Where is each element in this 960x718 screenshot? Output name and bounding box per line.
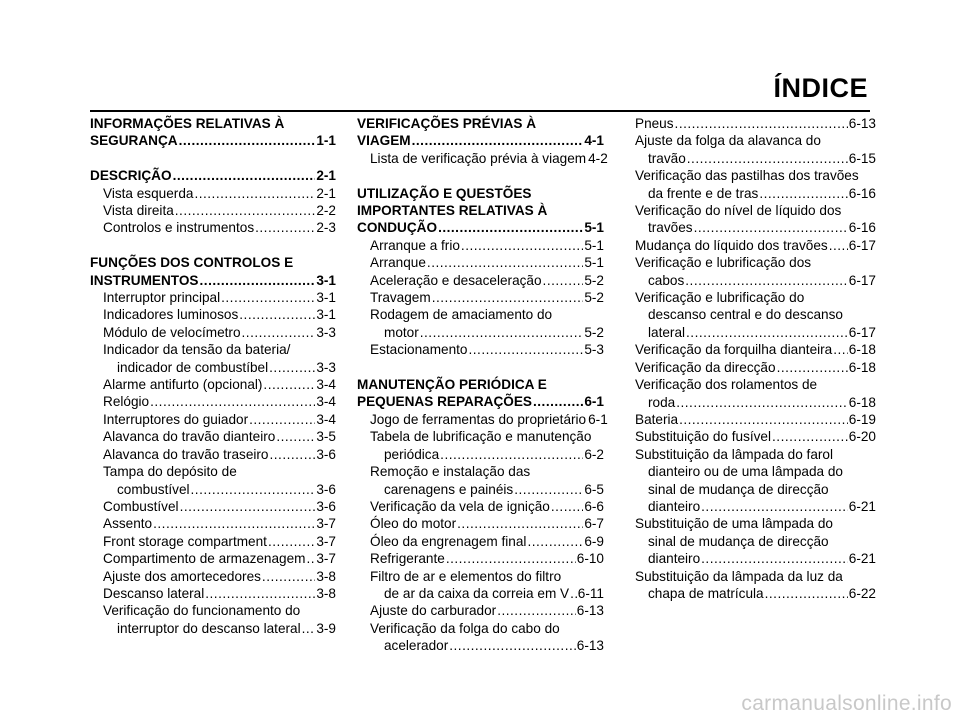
toc-page-number: 6-5 — [584, 481, 604, 497]
toc-entry-title: Bateria — [635, 411, 679, 427]
toc-entry[interactable] — [357, 446, 604, 463]
toc-page-number: 3-1 — [316, 307, 336, 323]
toc-entry-line[interactable]: sinal de mudança de direcção — [648, 481, 829, 497]
toc-entry[interactable] — [90, 306, 336, 323]
dot-leader — [440, 446, 583, 463]
toc-entry-line[interactable]: Filtro de ar e elementos do filtro — [370, 568, 562, 584]
toc-entry[interactable] — [635, 237, 876, 254]
toc-entry-title: Mudança do líquido dos travões — [635, 237, 828, 253]
toc-page-number: 1-1 — [316, 133, 336, 149]
toc-entry[interactable] — [635, 498, 876, 515]
toc-page-number: 6-18 — [848, 342, 876, 358]
toc-page-number: 6-6 — [584, 498, 604, 514]
toc-entry-line[interactable]: descanso central e do descanso — [648, 307, 843, 323]
toc-section-entry[interactable] — [357, 132, 604, 149]
toc-entry-line[interactable]: Remoção e instalação das — [370, 464, 531, 480]
toc-entry-line[interactable]: Indicador da tensão da bateria/ — [103, 342, 291, 358]
toc-entry[interactable] — [357, 237, 604, 254]
toc-entry[interactable] — [357, 324, 604, 341]
toc-entry[interactable] — [635, 115, 876, 132]
toc-entry-title: travões — [648, 220, 693, 236]
dot-leader — [701, 498, 848, 515]
toc-entry-line[interactable]: sinal de mudança de direcção — [648, 533, 829, 549]
toc-entry[interactable] — [90, 620, 336, 637]
dot-leader — [533, 393, 583, 410]
toc-page-number: 3-6 — [316, 498, 336, 514]
dot-leader — [255, 219, 315, 236]
dot-leader — [497, 602, 576, 619]
toc-entry-title: Combustível — [103, 498, 179, 514]
toc-page-number: 3-7 — [316, 516, 336, 532]
dot-leader — [527, 533, 583, 550]
dot-leader — [179, 132, 316, 149]
dot-leader — [150, 393, 315, 410]
toc-section-entry[interactable] — [357, 219, 604, 236]
toc-entry[interactable] — [635, 272, 876, 289]
toc-entry-title: Vista esquerda — [103, 185, 194, 201]
toc-entry-title: Verificação da vela de ignição — [370, 498, 550, 514]
toc-entry[interactable] — [635, 550, 876, 567]
toc-page-number: 6-13 — [576, 603, 604, 619]
toc-page-number: 5-2 — [584, 290, 604, 306]
toc-entry[interactable] — [90, 550, 336, 567]
dot-leader — [269, 446, 315, 463]
toc-page-number: 5-1 — [584, 255, 604, 271]
toc-page-number: 5-2 — [584, 324, 604, 340]
dot-leader — [833, 341, 848, 358]
toc-page-number: 6-11 — [577, 585, 604, 601]
toc-entry[interactable] — [357, 550, 604, 567]
toc-page-number: 4-2 — [588, 150, 608, 166]
toc-page-number: 6-7 — [584, 516, 604, 532]
toc-entry-title: Interruptores do guiador — [103, 411, 249, 427]
toc-entry[interactable] — [90, 219, 336, 236]
dot-leader — [701, 550, 848, 567]
toc-entry-line[interactable]: Tampa do depósito de — [103, 464, 237, 480]
toc-entry-title: Pneus — [635, 116, 674, 131]
toc-entry[interactable] — [635, 150, 876, 167]
toc-entry-title: Assento — [103, 516, 153, 532]
dot-leader — [765, 585, 848, 602]
toc-section-entry[interactable] — [90, 167, 336, 184]
toc-section-title: VIAGEM — [357, 133, 411, 149]
toc-page-number: 6-22 — [848, 585, 876, 601]
toc-page-number: 3-4 — [316, 411, 336, 427]
toc-entry-title: cabos — [648, 272, 685, 288]
toc-entry[interactable] — [90, 481, 336, 498]
toc-entry[interactable] — [90, 185, 336, 202]
toc-page-number: 3-3 — [316, 324, 336, 340]
toc-entry-title: Arranque — [370, 255, 426, 271]
dot-leader — [173, 167, 316, 184]
toc-entry[interactable] — [90, 428, 336, 445]
dot-leader — [675, 115, 848, 132]
toc-entry-line[interactable]: Verificação do nível de líquido dos — [635, 203, 842, 219]
toc-entry-title: Ajuste dos amortecedores — [103, 568, 261, 584]
dot-leader — [570, 585, 577, 602]
toc-entry[interactable] — [90, 498, 336, 515]
toc-entry-title: Verificação da direcção — [635, 359, 776, 375]
toc-page-number: 6-20 — [848, 429, 876, 445]
dot-leader — [153, 515, 315, 532]
toc-entry[interactable] — [90, 515, 336, 532]
toc-page-number: 3-3 — [316, 359, 336, 375]
toc-entry[interactable] — [357, 515, 604, 532]
dot-leader — [427, 254, 583, 271]
dot-leader — [307, 550, 316, 567]
dot-leader — [194, 185, 315, 202]
toc-page-number: 4-1 — [584, 133, 604, 149]
dot-leader — [262, 568, 315, 585]
toc-entry-line[interactable]: Substituição da lâmpada do farol — [635, 446, 833, 462]
dot-leader — [268, 533, 315, 550]
toc-column-2 — [357, 115, 608, 655]
toc-entry[interactable] — [357, 637, 604, 654]
toc-section-heading: MANUTENÇÃO PERIÓDICA E — [357, 377, 547, 393]
toc-section-heading: VERIFICAÇÕES PRÉVIAS À — [357, 116, 537, 131]
toc-entry-line[interactable]: Verificação dos rolamentos de — [635, 377, 818, 393]
toc-column-1 — [90, 115, 336, 637]
toc-entry-title: Indicadores luminosos — [103, 307, 239, 323]
title-rule — [90, 110, 870, 112]
dot-leader — [829, 237, 848, 254]
toc-page-number: 2-3 — [316, 220, 336, 236]
toc-section-heading: FUNÇÕES DOS CONTROLOS E — [90, 255, 294, 271]
toc-section-entry[interactable] — [90, 272, 336, 289]
toc-entry-line[interactable]: Ajuste da folga da alavanca do — [635, 133, 821, 149]
toc-entry[interactable] — [90, 411, 336, 428]
toc-entry-line[interactable]: Tabela de lubrificação e manutenção — [370, 429, 592, 445]
toc-page-number: 3-6 — [316, 481, 336, 497]
toc-entry[interactable] — [90, 568, 336, 585]
toc-entry-title: Refrigerante — [370, 551, 445, 567]
toc-entry[interactable] — [90, 289, 336, 306]
page-title: ÍNDICE — [773, 73, 868, 103]
dot-leader — [676, 394, 848, 411]
toc-page-number: 3-7 — [316, 533, 336, 549]
toc-page-number: 6-15 — [848, 150, 876, 166]
toc-entry-title: Óleo da engrenagem final — [370, 533, 527, 549]
toc-entry-title: Óleo do motor — [370, 516, 457, 532]
toc-section-title: CONDUÇÃO — [357, 220, 438, 236]
toc-page-number: 2-1 — [316, 185, 336, 201]
toc-entry-title: lateral — [648, 324, 686, 340]
toc-entry[interactable] — [357, 602, 604, 619]
toc-entry[interactable] — [635, 585, 876, 602]
toc-page-number: 6-16 — [848, 185, 876, 201]
dot-leader — [239, 306, 315, 323]
toc-page-number: 5-2 — [584, 272, 604, 288]
dot-leader — [438, 219, 583, 236]
toc-entry[interactable] — [635, 341, 876, 358]
toc-entry-title: Arranque a frio — [370, 237, 460, 253]
dot-leader — [551, 498, 583, 515]
toc-page-number: 6-21 — [848, 551, 876, 567]
toc-page-number: 6-10 — [576, 551, 604, 567]
toc-page-number: 3-5 — [316, 429, 336, 445]
toc-entry[interactable] — [90, 585, 336, 602]
toc-page-number: 3-1 — [316, 272, 336, 288]
toc-page-number: 6-21 — [848, 498, 876, 514]
toc-entry[interactable] — [90, 446, 336, 463]
dot-leader — [200, 272, 316, 289]
toc-page-number: 6-1 — [584, 394, 604, 410]
toc-section-title: INSTRUMENTOS — [90, 272, 199, 288]
toc-entry-title: Alavanca do travão traseiro — [103, 446, 269, 462]
toc-entry-line[interactable]: dianteiro ou de uma lâmpada do — [648, 464, 843, 480]
dot-leader — [175, 202, 316, 219]
toc-page-number: 5-1 — [584, 220, 604, 236]
section-gap — [357, 167, 604, 184]
toc-entry-line[interactable]: Substituição da lâmpada da luz da — [635, 568, 843, 584]
toc-entry-line[interactable]: Verificação das pastilhas dos travões — [635, 168, 859, 184]
toc-section-heading: INFORMAÇÕES RELATIVAS À — [90, 116, 285, 131]
toc-section-title: SEGURANÇA — [90, 133, 178, 149]
toc-entry-title: roda — [648, 394, 676, 410]
toc-entry[interactable] — [635, 219, 876, 236]
dot-leader — [269, 359, 315, 376]
toc-entry[interactable] — [357, 411, 608, 428]
toc-entry-title: dianteiro — [648, 551, 701, 567]
toc-page-number: 6-18 — [848, 394, 876, 410]
toc-entry-title: travão — [648, 150, 686, 166]
toc-entry-title: Módulo de velocímetro — [103, 324, 241, 340]
toc-entry-title: Compartimento de armazenagem — [103, 551, 306, 567]
toc-entry-line[interactable]: Verificação da folga do cabo do — [370, 620, 560, 636]
dot-leader — [694, 219, 848, 236]
toc-entry-title: Aceleração e desaceleração — [370, 272, 542, 288]
dot-leader — [685, 272, 848, 289]
dot-leader — [759, 185, 847, 202]
section-gap — [90, 237, 336, 254]
toc-entry[interactable] — [357, 150, 608, 167]
toc-page-number: 5-1 — [584, 237, 604, 253]
toc-page-number: 6-19 — [848, 411, 876, 427]
toc-entry[interactable] — [635, 394, 876, 411]
toc-section-entry[interactable] — [90, 132, 336, 149]
dot-leader — [449, 637, 576, 654]
toc-entry-line[interactable]: Substituição de uma lâmpada do — [635, 516, 833, 532]
toc-page-number: 3-4 — [316, 394, 336, 410]
toc-entry[interactable] — [357, 533, 604, 550]
toc-section-entry[interactable] — [357, 393, 604, 410]
toc-entry[interactable] — [90, 324, 336, 341]
toc-page-number: 2-2 — [316, 203, 336, 219]
toc-section-heading: UTILIZAÇÃO E QUESTÕES — [357, 185, 532, 201]
dot-leader — [461, 237, 583, 254]
dot-leader — [679, 411, 848, 428]
toc-entry-title: chapa de matrícula — [648, 585, 764, 601]
toc-page-number: 6-18 — [848, 359, 876, 375]
watermark: carmanualsonline.info — [741, 692, 952, 715]
toc-entry-title: Vista direita — [103, 203, 174, 219]
toc-entry-title: periódica — [384, 446, 440, 462]
toc-section-heading: IMPORTANTES RELATIVAS À — [357, 203, 548, 219]
toc-entry-title: Controlos e instrumentos — [103, 220, 255, 236]
dot-leader — [777, 359, 848, 376]
toc-section-title: DESCRIÇÃO — [90, 168, 172, 184]
toc-entry[interactable] — [635, 185, 876, 202]
dot-leader — [249, 411, 315, 428]
toc-entry[interactable] — [357, 498, 604, 515]
toc-entry-title: motor — [384, 324, 419, 340]
dot-leader — [446, 550, 576, 567]
dot-leader — [276, 428, 315, 445]
toc-page-number: 6-17 — [848, 272, 876, 288]
dot-leader — [180, 498, 316, 515]
dot-leader — [263, 376, 315, 393]
toc-entry[interactable] — [357, 341, 604, 358]
dot-leader — [468, 341, 583, 358]
toc-entry-title: Substituição do fusível — [635, 429, 772, 445]
toc-entry-title: de ar da caixa da correia em V — [384, 585, 570, 601]
toc-entry-title: combustível — [117, 481, 190, 497]
dot-leader — [772, 428, 848, 445]
toc-entry[interactable] — [90, 359, 336, 376]
toc-entry-title: Verificação da forquilha dianteira — [635, 342, 833, 358]
toc-entry[interactable] — [635, 324, 876, 341]
dot-leader — [412, 132, 584, 149]
dot-leader — [432, 289, 584, 306]
toc-page-number: 3-9 — [316, 620, 336, 636]
toc-entry-title: Ajuste do carburador — [370, 603, 497, 619]
toc-entry[interactable] — [357, 585, 604, 602]
toc-entry-title: Front storage compartment — [103, 533, 267, 549]
toc-page-number: 5-3 — [584, 342, 604, 358]
dot-leader — [420, 324, 584, 341]
toc-page-number: 6-13 — [576, 638, 604, 654]
dot-leader — [205, 585, 315, 602]
toc-page-number: 6-17 — [848, 324, 876, 340]
toc-entry[interactable] — [635, 428, 876, 445]
toc-entry-title: Alavanca do travão dianteiro — [103, 429, 276, 445]
toc-entry-title: da frente e de tras — [648, 185, 759, 201]
toc-entry[interactable] — [90, 533, 336, 550]
section-gap — [90, 150, 336, 167]
toc-page-number: 2-1 — [316, 168, 336, 184]
toc-page-number: 6-16 — [848, 220, 876, 236]
toc-entry-title: Travagem — [370, 290, 431, 306]
toc-entry-line[interactable]: Verificação e lubrificação do — [635, 290, 805, 306]
toc-entry-title: interruptor do descanso lateral — [117, 620, 301, 636]
dot-leader — [302, 620, 316, 637]
toc-entry-title: Lista de verificação prévia à viagem — [370, 150, 587, 166]
toc-entry[interactable] — [357, 481, 604, 498]
toc-entry[interactable] — [635, 359, 876, 376]
toc-entry[interactable] — [357, 272, 604, 289]
dot-leader — [457, 515, 583, 532]
toc-entry-title: carenagens e painéis — [384, 481, 514, 497]
toc-entry[interactable] — [90, 376, 336, 393]
toc-entry-title: indicador de combustíbel — [117, 359, 269, 375]
dot-leader — [242, 324, 316, 341]
toc-entry[interactable] — [357, 254, 604, 271]
dot-leader — [686, 324, 848, 341]
toc-entry-title: acelerador — [384, 638, 449, 654]
toc-entry[interactable] — [90, 202, 336, 219]
toc-entry-title: Relógio — [103, 394, 150, 410]
toc-page-number: 3-8 — [316, 568, 336, 584]
toc-entry-title: Descanso lateral — [103, 585, 205, 601]
dot-leader — [543, 272, 584, 289]
toc-entry-title: dianteiro — [648, 498, 701, 514]
toc-page-number: 3-6 — [316, 446, 336, 462]
dot-leader — [514, 481, 583, 498]
toc-page-number: 6-13 — [848, 116, 876, 131]
toc-entry-line[interactable]: Rodagem de amaciamento do — [370, 307, 553, 323]
dot-leader — [221, 289, 315, 306]
toc-page-number: 3-8 — [316, 585, 336, 601]
toc-page-number: 6-2 — [584, 446, 604, 462]
toc-page-number: 3-7 — [316, 551, 336, 567]
toc-entry[interactable] — [90, 393, 336, 410]
dot-leader — [687, 150, 848, 167]
dot-leader — [191, 481, 316, 498]
toc-page-number: 3-1 — [316, 290, 336, 306]
toc-entry-title: Estacionamento — [370, 342, 468, 358]
toc-entry[interactable] — [357, 289, 604, 306]
toc-page-number: 3-4 — [316, 377, 336, 393]
toc-entry-title: Interruptor principal — [103, 290, 221, 306]
toc-entry[interactable] — [635, 411, 876, 428]
toc-entry-title: Alarme antifurto (opcional) — [103, 377, 263, 393]
toc-page-number: 6-9 — [584, 533, 604, 549]
toc-entry-title: Jogo de ferramentas do proprietário — [370, 411, 587, 427]
toc-entry-line[interactable]: Verificação e lubrificação dos — [635, 255, 812, 271]
section-gap — [357, 359, 604, 376]
toc-column-3 — [635, 115, 876, 602]
toc-entry-line[interactable]: Verificação do funcionamento do — [103, 603, 301, 619]
toc-page-number: 6-1 — [588, 411, 608, 427]
toc-section-title: PEQUENAS REPARAÇÕES — [357, 394, 532, 410]
toc-page-number: 6-17 — [848, 237, 876, 253]
